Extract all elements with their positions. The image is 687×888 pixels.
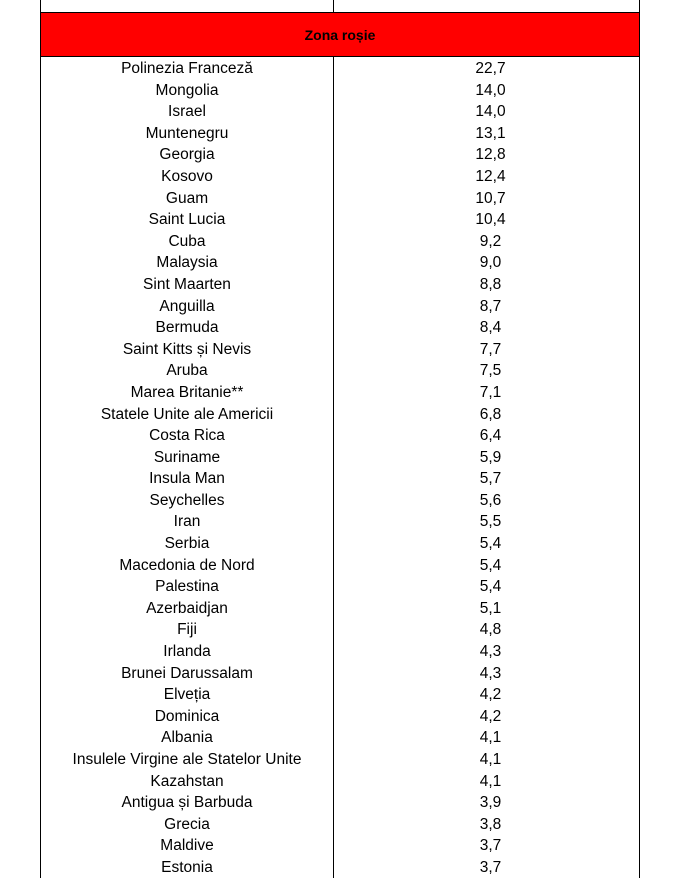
rate-cell: 4,1 (479, 772, 502, 790)
table-row (41, 165, 639, 187)
country-cell: Albania (41, 726, 334, 748)
country-cell: Macedonia de Nord (41, 554, 334, 576)
table-row (41, 446, 639, 468)
country-cell: Azerbaidjan (41, 597, 334, 619)
table-row (41, 489, 639, 511)
table-row (41, 813, 639, 835)
rate-cell: 8,8 (479, 275, 502, 293)
rate-cell: 3,9 (479, 794, 502, 812)
country-cell: Guam (41, 187, 334, 209)
table-row (41, 57, 639, 79)
table-row (41, 618, 639, 640)
table-row (41, 208, 639, 230)
table-row (41, 403, 639, 425)
table-row (41, 187, 639, 209)
rate-cell: 10,7 (475, 189, 506, 207)
table-row (41, 273, 639, 295)
country-cell: Insulele Virgine ale Statelor Unite (41, 748, 334, 770)
table-row (41, 834, 639, 856)
country-cell: Fiji (41, 618, 334, 640)
red-zone-title: Zona roșie (304, 26, 376, 43)
country-cell: Israel (41, 100, 334, 122)
country-cell: Anguilla (41, 295, 334, 317)
rate-cell: 4,2 (479, 686, 502, 704)
country-cell: Bermuda (41, 316, 334, 338)
rate-cell: 14,0 (475, 103, 506, 121)
country-cell: Estonia (41, 856, 334, 878)
rate-cell: 4,1 (479, 751, 502, 768)
table-row (41, 554, 639, 576)
country-cell: Malaysia (41, 251, 334, 273)
table-row (41, 230, 639, 252)
rate-cell: 5,4 (479, 578, 502, 596)
rate-cell: 14,0 (475, 81, 506, 99)
table-row (41, 510, 639, 532)
table-row (41, 381, 639, 403)
table-row (41, 856, 639, 878)
rate-cell: 5,9 (479, 448, 502, 466)
table-top-row-fragment (40, 0, 640, 12)
table-row (41, 338, 639, 360)
rate-cell: 8,4 (479, 319, 502, 337)
country-cell: Suriname (41, 446, 334, 468)
country-cell: Marea Britanie** (41, 381, 334, 403)
table-row (41, 791, 639, 813)
rate-cell: 12,8 (475, 146, 506, 164)
country-cell: Muntenegru (41, 122, 334, 144)
table-row (41, 122, 639, 144)
country-cell: Statele Unite ale Americii (41, 403, 334, 425)
table-row (41, 748, 639, 770)
rate-cell: 5,4 (479, 535, 502, 553)
country-cell: Insula Man (41, 467, 334, 489)
rate-cell: 6,8 (479, 405, 502, 423)
rate-cell: 22,7 (475, 60, 506, 77)
country-cell: Polinezia Franceză (41, 57, 334, 79)
rate-cell: 10,4 (475, 211, 506, 229)
table-row (41, 575, 639, 597)
table-row (41, 100, 639, 122)
country-cell: Antigua și Barbuda (41, 791, 334, 813)
country-cell: Cuba (41, 230, 334, 252)
table-row (41, 251, 639, 273)
country-cell: Iran (41, 510, 334, 532)
table-row (41, 662, 639, 684)
country-cell: Saint Kitts și Nevis (41, 338, 334, 360)
country-cell: Serbia (41, 532, 334, 554)
table-row (41, 597, 639, 619)
country-cell: Kazahstan (41, 770, 334, 792)
country-cell: Mongolia (41, 79, 334, 101)
country-cell: Seychelles (41, 489, 334, 511)
country-cell: Dominica (41, 705, 334, 727)
rate-cell: 5,7 (479, 470, 502, 488)
rate-cell: 4,3 (479, 664, 502, 682)
table-row (41, 683, 639, 705)
country-cell: Costa Rica (41, 424, 334, 446)
rate-cell: 5,1 (479, 599, 502, 617)
country-table (40, 0, 640, 888)
column-divider (333, 0, 334, 12)
rate-cell: 7,7 (479, 340, 502, 358)
table-row (41, 316, 639, 338)
rate-cell: 5,5 (479, 513, 502, 531)
country-cell: Irlanda (41, 640, 334, 662)
rate-cell: 8,7 (479, 297, 502, 315)
red-zone-header (40, 12, 640, 57)
table-row (41, 770, 639, 792)
rate-cell: 3,7 (479, 858, 502, 876)
table-row (41, 467, 639, 489)
table-row (41, 726, 639, 748)
table-row (41, 79, 639, 101)
rate-cell: 13,1 (475, 124, 506, 142)
country-cell: Brunei Darussalam (41, 662, 334, 684)
table-row (41, 359, 639, 381)
rate-cell: 6,4 (479, 427, 502, 445)
country-cell: Georgia (41, 143, 334, 165)
table-row (41, 143, 639, 165)
rate-cell: 5,6 (479, 491, 502, 509)
table-row (41, 640, 639, 662)
rate-cell: 7,1 (479, 383, 502, 401)
rate-cell: 4,3 (479, 643, 502, 661)
country-cell: Kosovo (41, 165, 334, 187)
rate-cell: 3,7 (479, 837, 502, 855)
country-cell: Maldive (41, 834, 334, 856)
country-cell: Sint Maarten (41, 273, 334, 295)
country-cell: Palestina (41, 575, 334, 597)
table-row (41, 295, 639, 317)
rate-cell: 9,0 (479, 254, 502, 272)
rate-cell: 4,2 (479, 707, 502, 725)
table-row (41, 532, 639, 554)
rate-cell: 4,1 (479, 729, 502, 747)
country-cell: Aruba (41, 359, 334, 381)
rate-cell: 12,4 (475, 167, 506, 185)
table-row (41, 705, 639, 727)
table-row (41, 424, 639, 446)
rate-cell: 4,8 (479, 621, 502, 639)
rate-cell: 9,2 (479, 232, 502, 250)
rate-cell: 7,5 (479, 362, 502, 380)
country-cell: Elveția (41, 683, 334, 705)
table-body (40, 57, 640, 878)
rate-cell: 3,8 (479, 815, 502, 833)
rate-cell: 5,4 (479, 556, 502, 574)
country-cell: Grecia (41, 813, 334, 835)
country-cell: Saint Lucia (41, 208, 334, 230)
